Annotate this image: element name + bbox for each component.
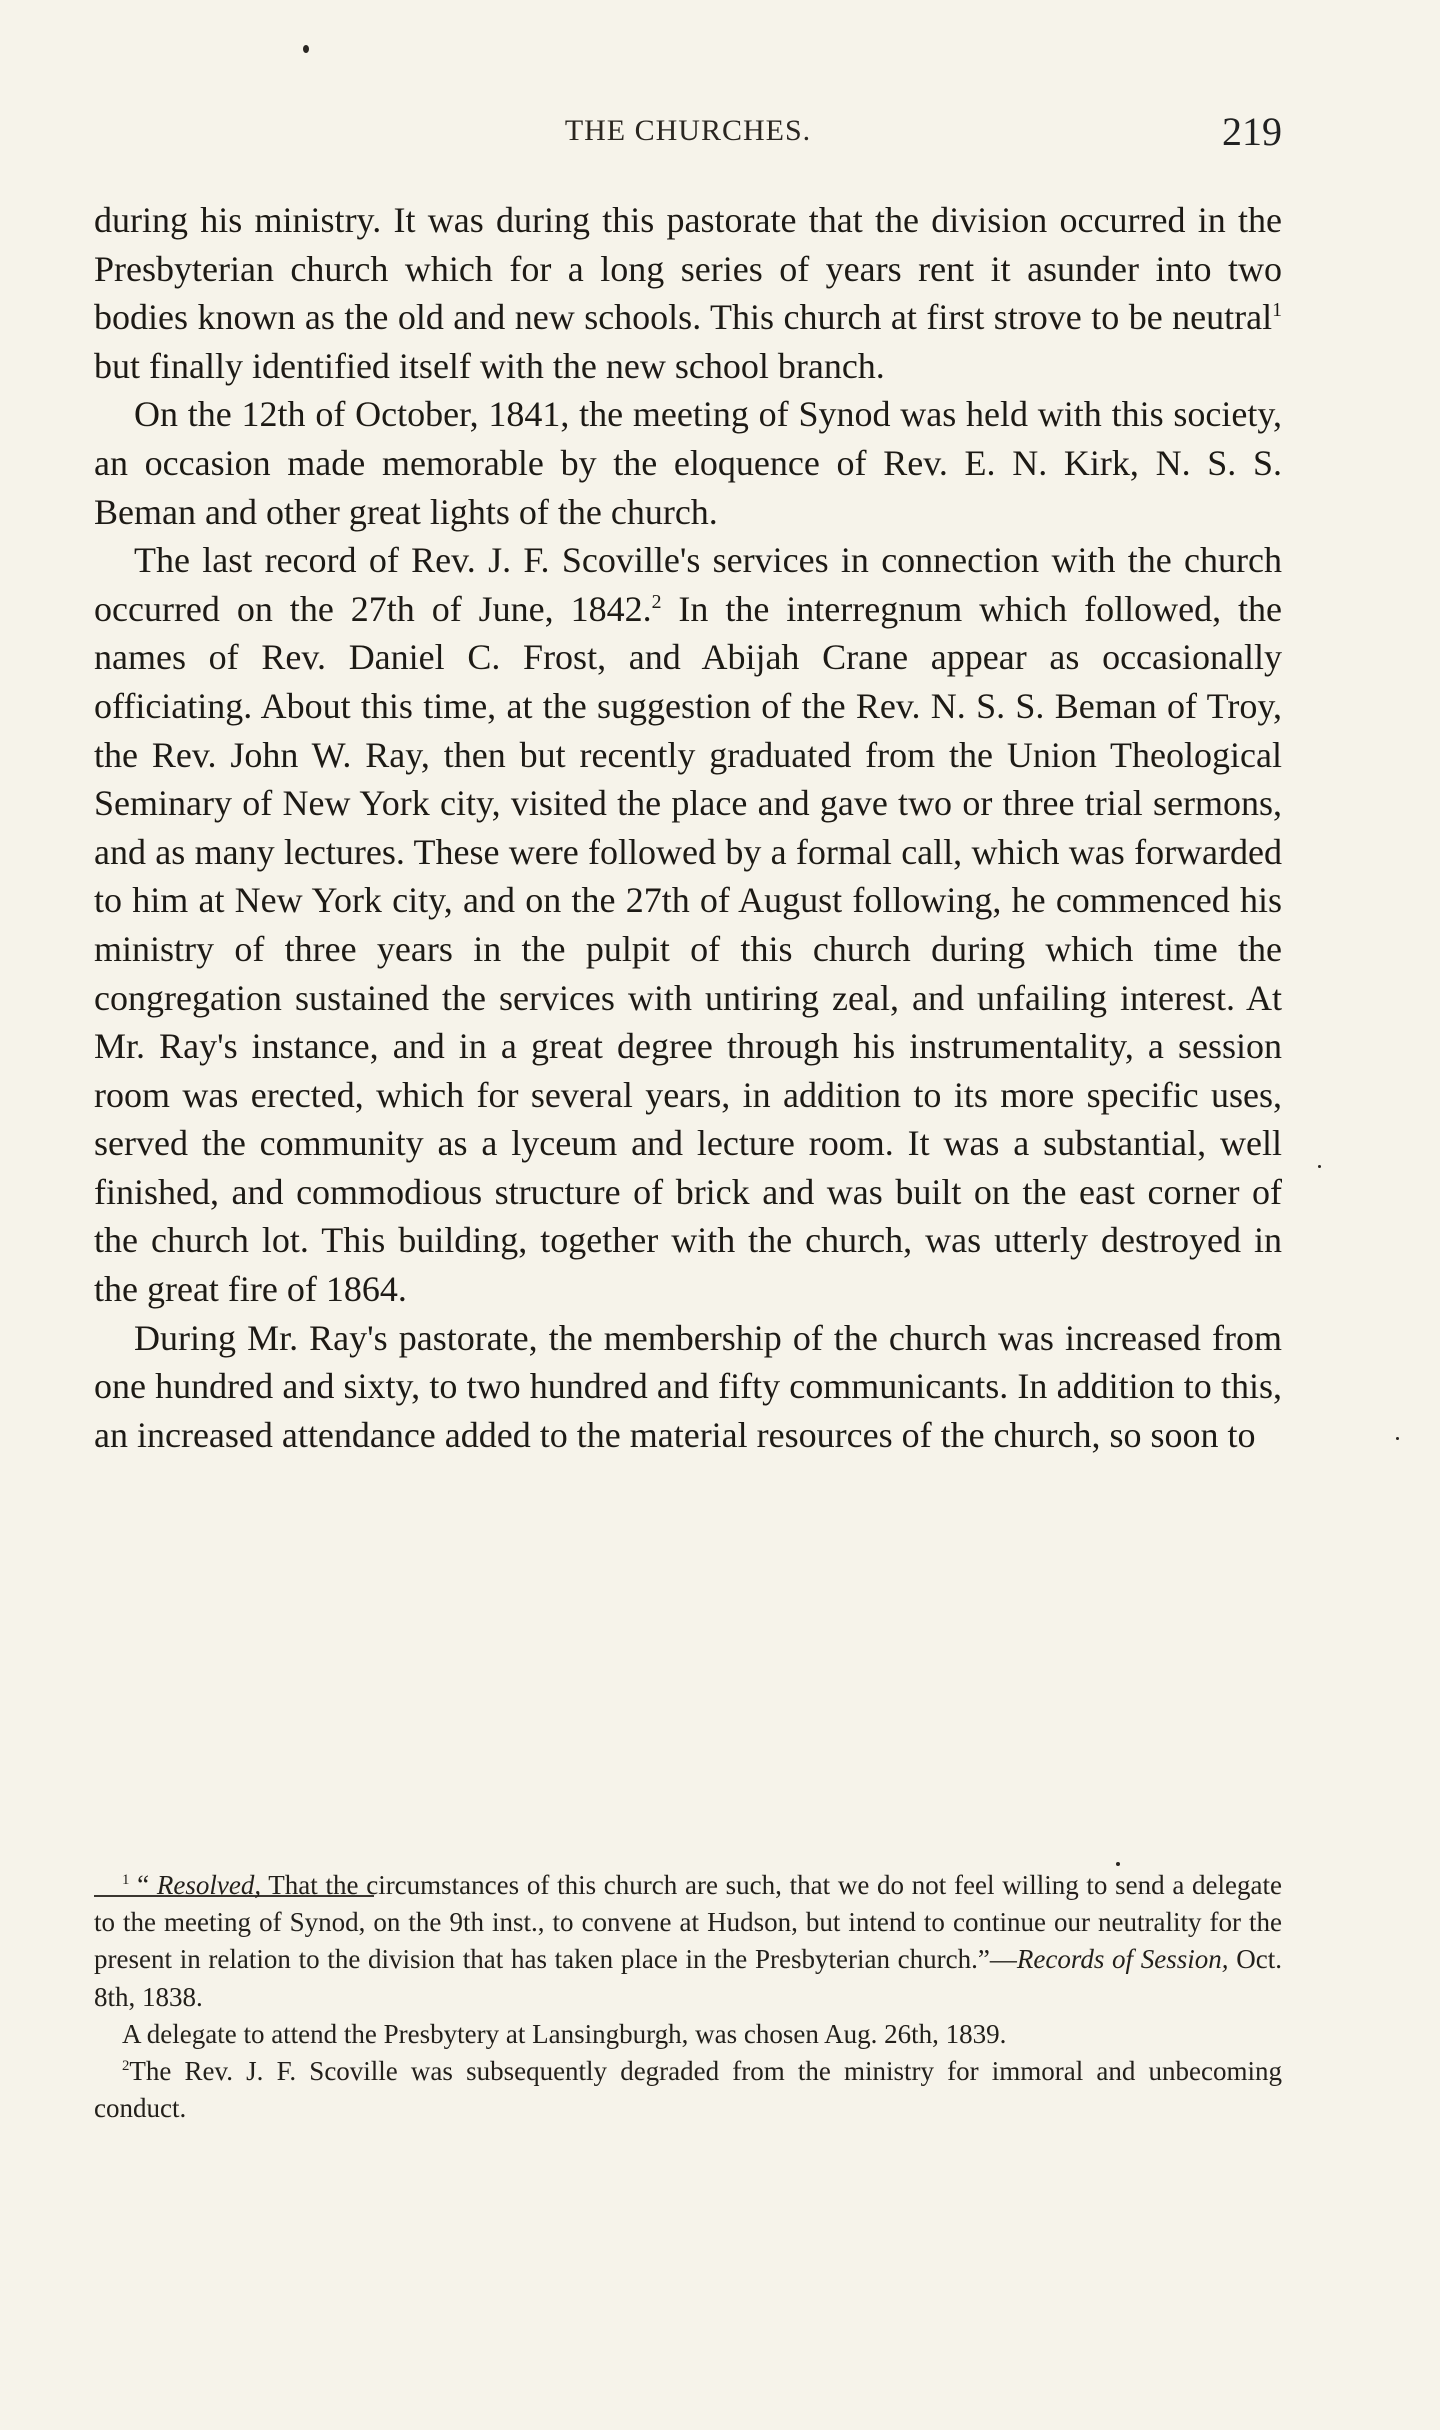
- body-text: [94, 196, 1282, 1459]
- paragraph: On the 12th of October, 1841, the meeting of Synod was held with this society, an occasion made memorable by the eloquence of Rev. E. N. Kirk, N. S. S. Beman and other great lights of the church.: [94, 394, 1282, 532]
- footnote-text: That the circumstances of this church are such, that we do not feel willing to send a delegate to the meeting of Synod, on the 9th inst., to convene at Hudson, but intend to continue our neutrality for the present in relation to the division that has taken place in the Presbyterian church.”—: [94, 1870, 1283, 1975]
- footnote-1: [94, 1867, 1282, 2016]
- footnotes: [94, 1867, 1282, 2127]
- footnote-2: [94, 2053, 1282, 2127]
- ink-speck: [303, 45, 309, 53]
- page-header: [94, 108, 1282, 158]
- running-head: THE CHURCHES.: [564, 114, 812, 147]
- page-number: 219: [1222, 109, 1282, 154]
- paragraph: [94, 536, 1282, 1314]
- footnote-text: “: [129, 1870, 157, 1900]
- footnote-ref: 1: [1272, 299, 1282, 322]
- paragraph: [94, 196, 1282, 390]
- paragraph-text: during his ministry. It was during this pastorate that the division occurred in the Presbyterian church which for a long series of years rent it asunder into two bodies known as the old and new schools. This church at first strove to be neutral: [94, 200, 1282, 338]
- footnote-mark: 2: [122, 2058, 130, 2075]
- paragraph-text: In the interregnum which followed, the names of Rev. Daniel C. Frost, and Abijah Crane appear as occasionally officiating. About this time, at the suggestion of the Rev. N. S. S. Beman of Troy, the Rev. John W. Ray, then but recently graduated from the Union Theological Seminary of New York city, visited the place and gave two or three trial sermons, and as many lectures. These were followed by a formal call, which was forwarded to him at New York city, and on the 27th of August following, he commenced his ministry of three years in the pulpit of this church during which time the congregation sustained the services with untiring zeal, and unfailing interest. At Mr. Ray's instance, and in a great degree through his instrumentality, a session room was erected, which for several years, in addition to its more specific uses, served the community as a lyceum and lecture room. It was a substantial, well finished, and commodious structure of brick and was built on the east corner of the church lot. This building, together with the church, was utterly destroyed in the great fire of 1864.: [94, 588, 1282, 1310]
- ink-speck: [1318, 1165, 1321, 1168]
- footnote-text: The Rev. J. F. Scoville was subsequently degraded from the ministry for immoral and unbecoming conduct.: [94, 2056, 1282, 2124]
- footnote-ref: 2: [651, 590, 662, 613]
- paragraph-text: but finally identified itself with the new school branch.: [94, 345, 885, 386]
- footnote-text: Oct. 8th, 1838.: [94, 1944, 1282, 2012]
- ink-speck: [1116, 1862, 1120, 1866]
- ink-speck: [1396, 1437, 1399, 1440]
- paragraph: During Mr. Ray's pastorate, the membership of the church was increased from one hundred and sixty, to two hundred and fifty communicants. In addition to this, an increased attendance added to the material resources of the church, so soon to: [94, 1317, 1282, 1455]
- paragraph-text: The last record of Rev. J. F. Scoville's services in connection with the church occurred on the 27th of June, 1842.: [94, 540, 1282, 629]
- footnote-mark: 1: [122, 1872, 130, 1888]
- footnote-source: Records of Session,: [1016, 1944, 1229, 1975]
- footnote-italic: Resolved,: [156, 1870, 262, 1900]
- footnote-1-continued: A delegate to attend the Presbytery at Lansingburgh, was chosen Aug. 26th, 1839.: [122, 2018, 1007, 2049]
